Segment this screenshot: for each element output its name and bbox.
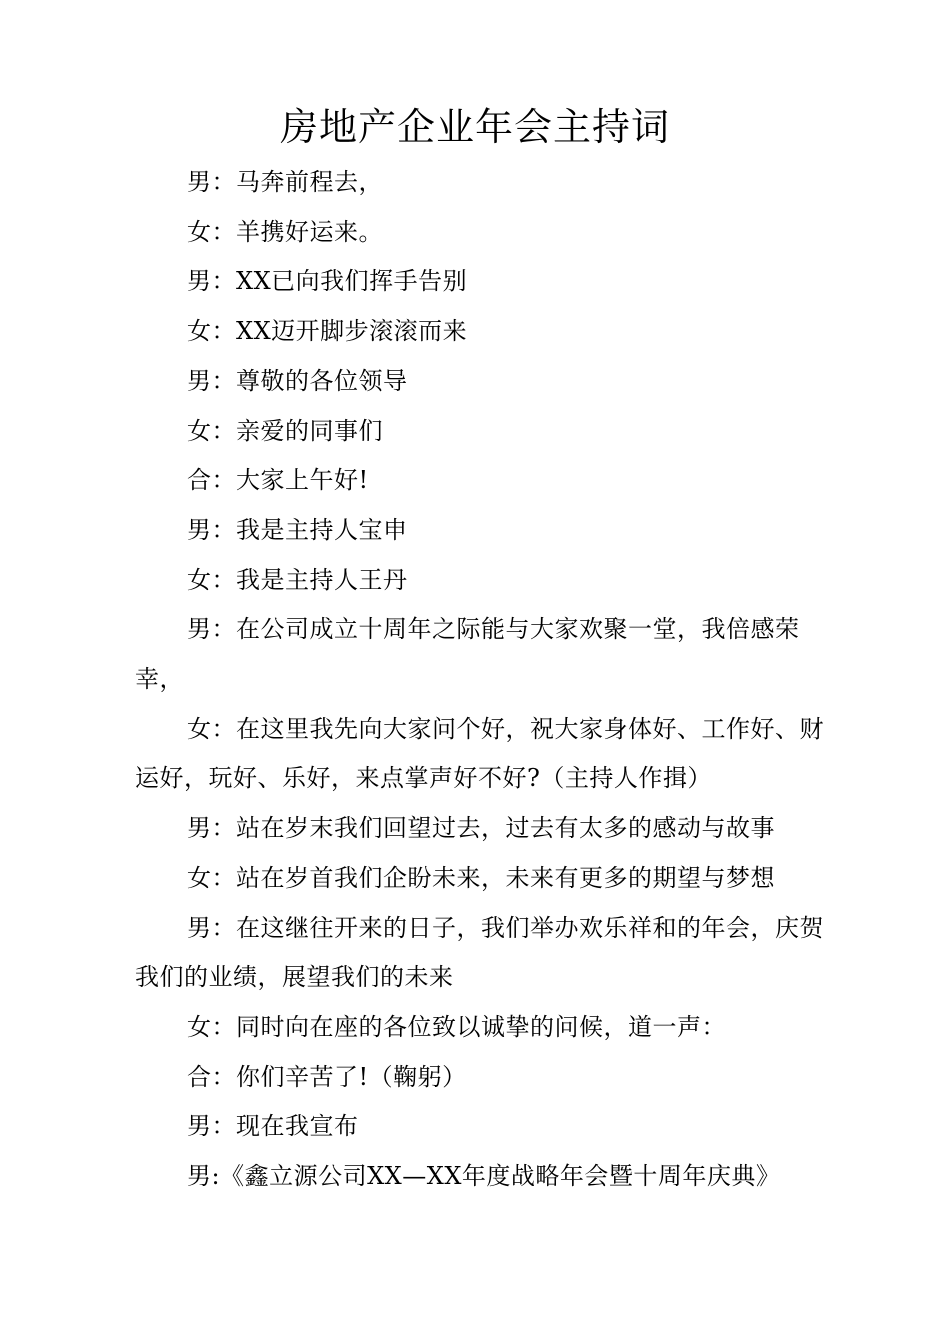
paragraph: 女：XX迈开脚步滚滚而来 bbox=[187, 317, 468, 346]
document-body bbox=[135, 158, 830, 1202]
paragraph: 女：站在岁首我们企盼未来，未来有更多的期望与梦想 bbox=[187, 863, 775, 892]
paragraph: 男：在这继往开来的日子，我们举办欢乐祥和的年会，庆贺我们的业绩，展望我们的未来 bbox=[135, 913, 824, 992]
paragraph: 女：在这里我先向大家问个好，祝大家身体好、工作好、财运好，玩好、乐好，来点掌声好不好?（主持人作揖） bbox=[135, 714, 824, 793]
paragraph: 男：XX已向我们挥手告别 bbox=[187, 267, 468, 296]
paragraph: 男：马奔前程去， bbox=[187, 168, 383, 196]
paragraph: 合：大家上午好! bbox=[187, 466, 369, 495]
paragraph: 男：站在岁末我们回望过去，过去有太多的感动与故事 bbox=[187, 814, 775, 843]
paragraph: 男：我是主持人宝申 bbox=[187, 515, 408, 544]
paragraph: 女：同时向在座的各位致以诚挚的问候，道一声： bbox=[187, 1012, 726, 1041]
paragraph: 男：尊敬的各位领导 bbox=[187, 366, 408, 395]
paragraph: 女：亲爱的同事们 bbox=[187, 416, 383, 445]
paragraph: 男：在公司成立十周年之际能与大家欢聚一堂，我倍感荣幸， bbox=[135, 615, 800, 694]
paragraph: 男:《鑫立源公司XX—XX年度战略年会暨十周年庆典》 bbox=[187, 1162, 781, 1191]
paragraph: 女：我是主持人王丹 bbox=[187, 565, 408, 594]
paragraph: 男：现在我宣布 bbox=[187, 1112, 359, 1141]
paragraph: 女：羊携好运来。 bbox=[187, 217, 383, 246]
paragraph: 合：你们辛苦了!（鞠躬） bbox=[187, 1062, 467, 1091]
document-title: 房地产企业年会主持词 bbox=[279, 105, 670, 149]
